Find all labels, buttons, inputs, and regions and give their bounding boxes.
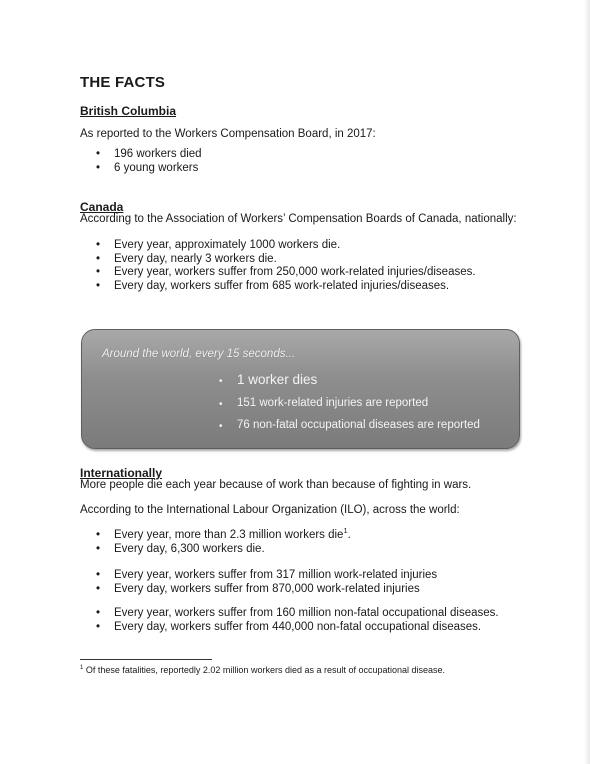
- intl-list-diseases: [80, 607, 499, 634]
- list-item: • Every day, nearly 3 workers die.: [80, 253, 476, 267]
- list-item-text: Every year, more than 2.3 million workers die: [114, 529, 344, 541]
- list-item-suffix: .: [347, 529, 351, 541]
- page-title: THE FACTS: [80, 74, 166, 91]
- banner-item: • 76 non-fatal occupational diseases are reported: [219, 414, 480, 436]
- bc-list: [80, 148, 202, 175]
- intl-line1: More people die each year because of work than because of fighting in wars.: [80, 479, 472, 491]
- intl-heading: Internationally: [80, 466, 163, 480]
- page-edge-shadow: [584, 0, 590, 764]
- banner-list: [219, 370, 480, 436]
- list-item: • Every year, workers suffer from 317 million work-related injuries: [80, 569, 437, 583]
- canada-list: [80, 239, 476, 293]
- banner-item: • 151 work-related injuries are reported: [219, 392, 480, 414]
- bc-heading: British Columbia: [80, 104, 177, 118]
- bc-intro: As reported to the Workers Compensation Board, in 2017:: [80, 128, 376, 140]
- list-item: • Every year, workers suffer from 160 million non-fatal occupational diseases.: [80, 607, 499, 621]
- intl-intro: According to the International Labour Organization (ILO), across the world:: [80, 504, 460, 516]
- canada-heading: Canada: [80, 200, 124, 214]
- list-item: • Every day, workers suffer from 440,000 non-fatal occupational diseases.: [80, 621, 499, 635]
- facts-banner: [81, 329, 520, 449]
- list-item: • Every year, approximately 1000 workers die.: [80, 239, 476, 253]
- intl-list-deaths: [80, 526, 351, 556]
- footnote-marker: 1: [80, 665, 84, 671]
- canada-intro: According to the Association of Workers’ Compensation Boards of Canada, nationally:: [80, 213, 517, 225]
- list-item: • 196 workers died: [80, 148, 202, 162]
- banner-item: • 1 worker dies: [219, 370, 480, 392]
- footnote-ref: 1: [343, 526, 348, 536]
- footnote-text: Of these fatalities, reportedly 2.02 million workers died as a result of occupational disease.: [85, 665, 446, 675]
- list-item: [80, 526, 351, 543]
- list-item: • 6 young workers: [80, 162, 202, 176]
- footnote: [80, 665, 445, 675]
- list-item: • Every day, workers suffer from 870,000 work-related injuries: [80, 583, 437, 597]
- list-item: • Every day, workers suffer from 685 work-related injuries/diseases.: [80, 280, 476, 294]
- footnote-divider: [80, 659, 212, 660]
- banner-title: Around the world, every 15 seconds...: [102, 348, 296, 360]
- list-item: • Every year, workers suffer from 250,000 work-related injuries/diseases.: [80, 266, 476, 280]
- intl-list-injuries: [80, 569, 437, 596]
- list-item: • Every day, 6,300 workers die.: [80, 543, 351, 557]
